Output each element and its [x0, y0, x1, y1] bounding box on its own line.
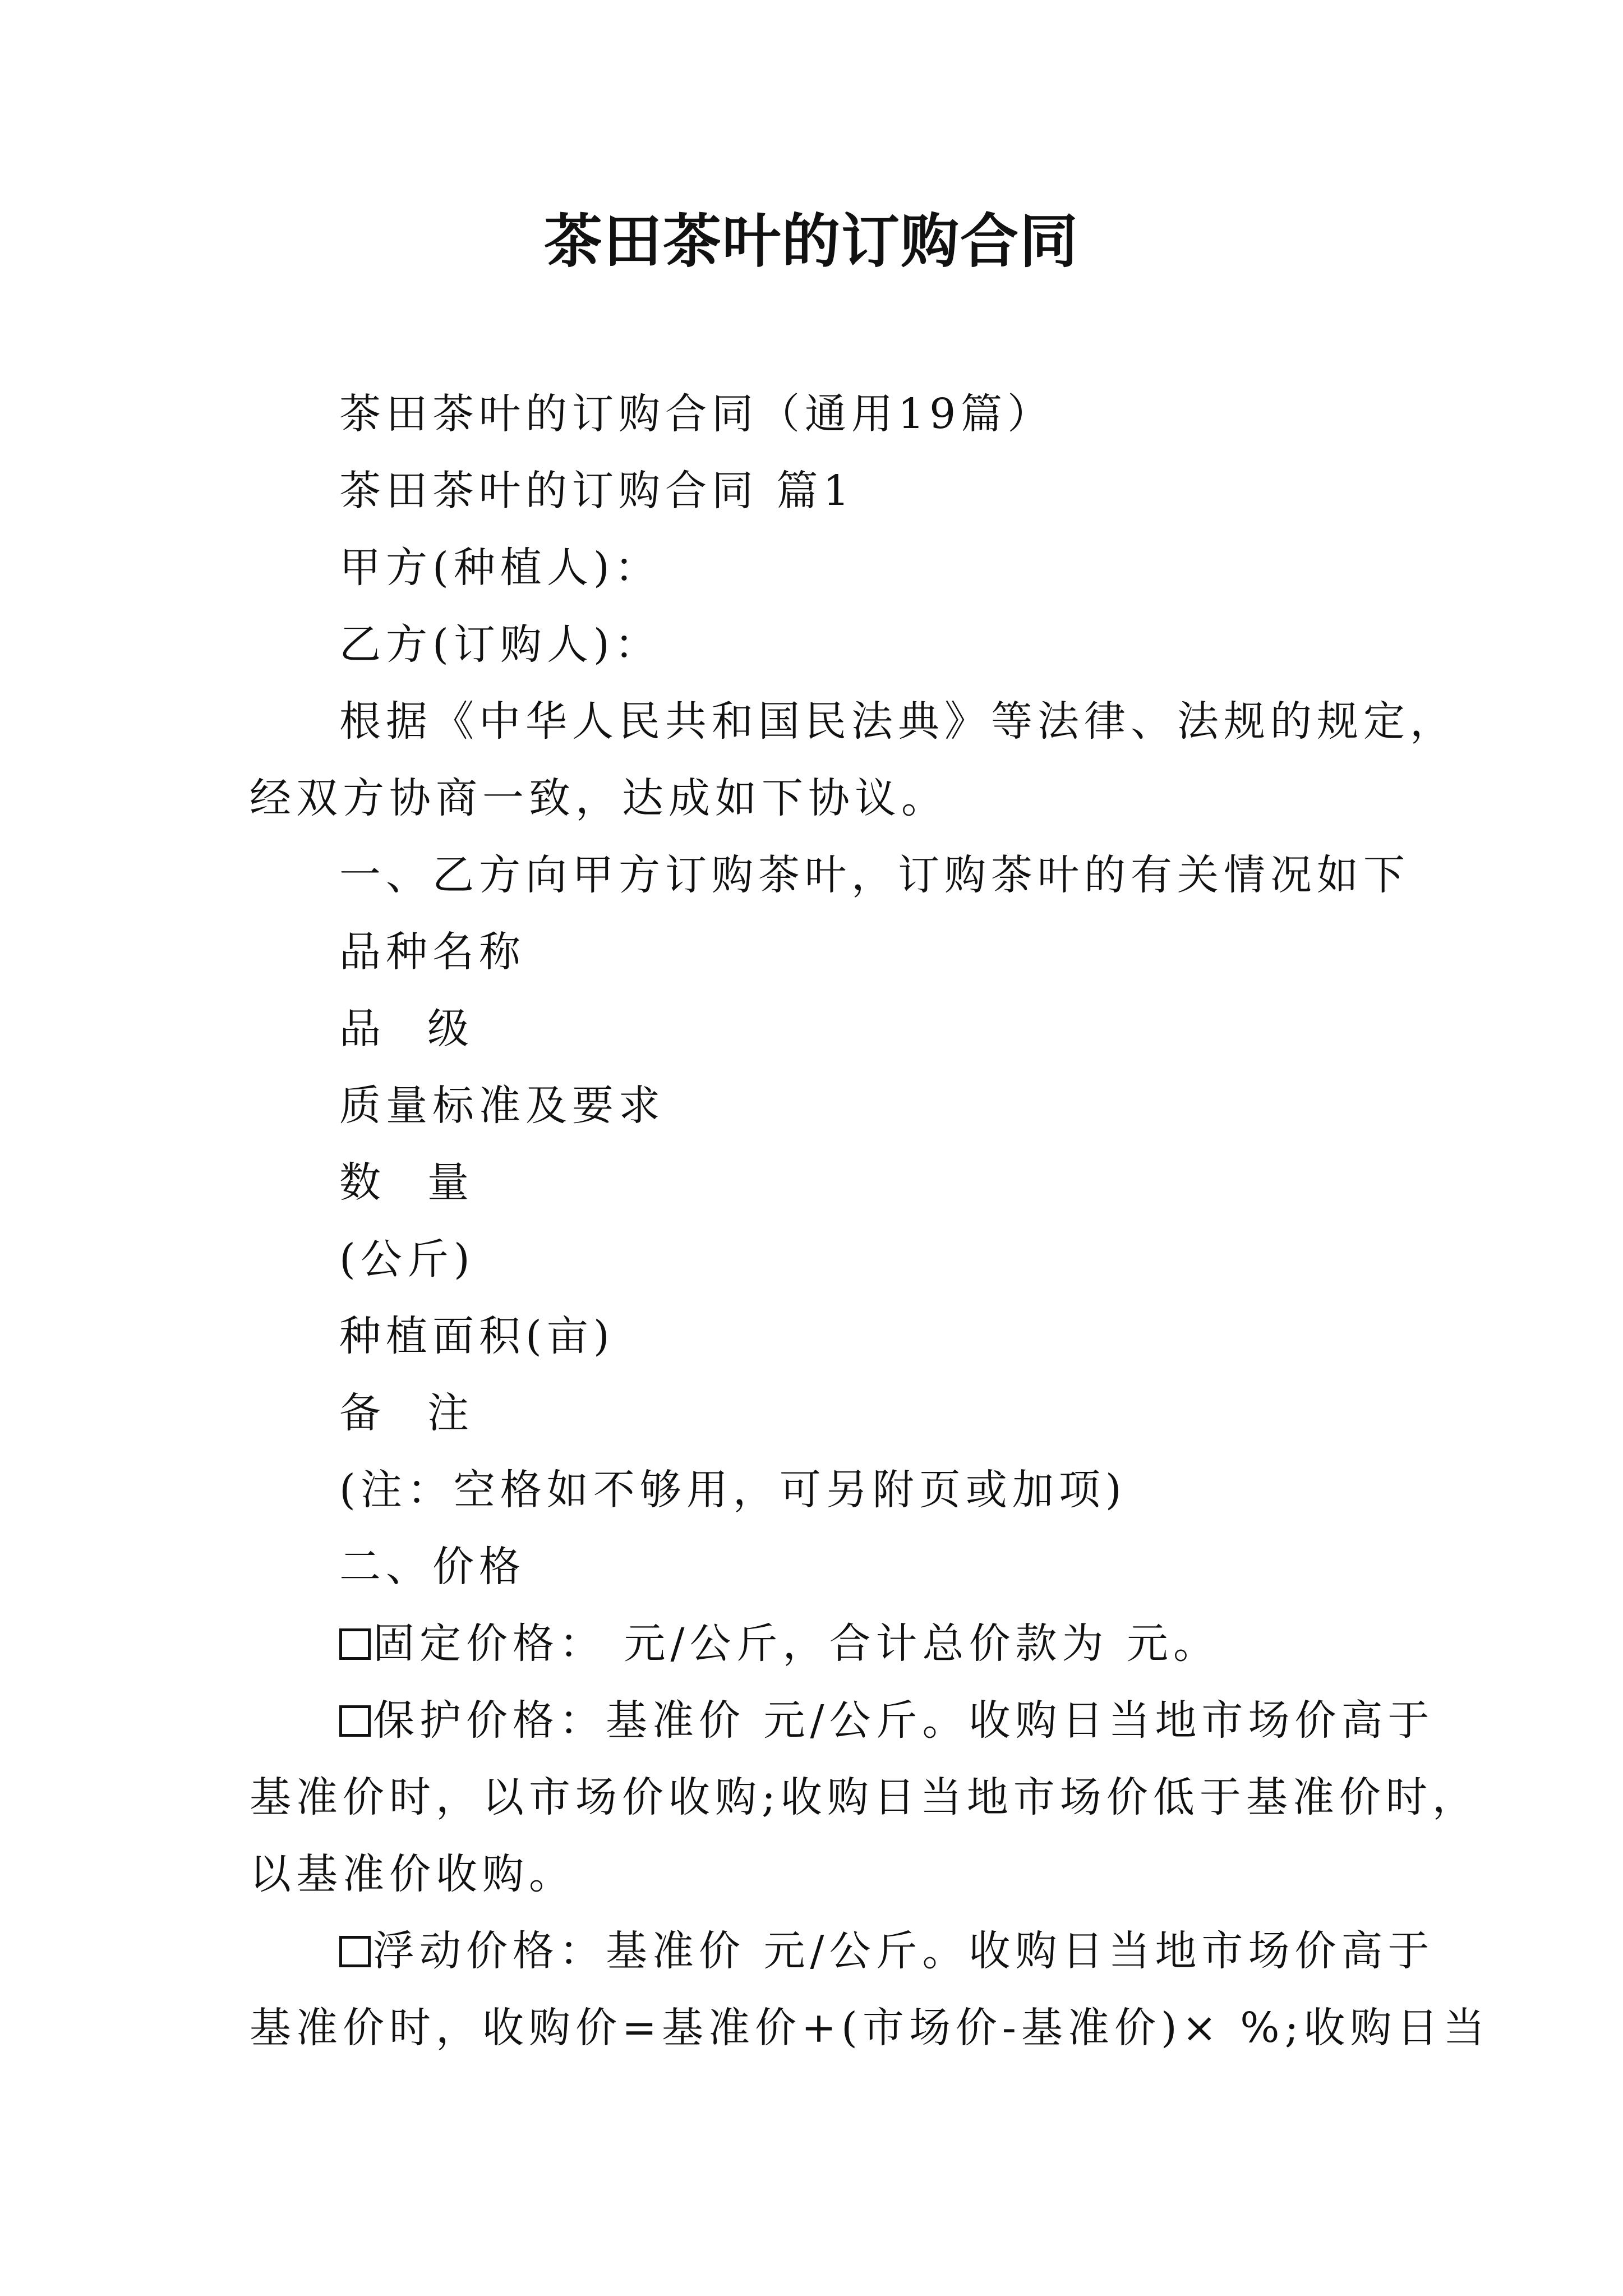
option-floating-price: 浮动价格：基准价 元/公斤。收购日当地市场价高于 [250, 1913, 1394, 1990]
text-line: 经双方协商一致，达成如下协议。 [250, 774, 948, 822]
document-title: 茶田茶叶的订购合同 [543, 206, 1079, 275]
option-protected-price: 保护价格：基准价 元/公斤。收购日当地市场价高于 [250, 1682, 1394, 1759]
text-line: 基准价时，收购价=基准价+(市场价-基准价)× %;收购日当 [250, 2004, 1490, 2052]
field-label: 品种名称 [339, 928, 525, 976]
field-label: 数 量 [339, 1158, 474, 1207]
text-line: 茶田茶叶的订购合同（通用19篇） [339, 390, 1054, 438]
section-heading: 茶田茶叶的订购合同 篇1 [339, 467, 855, 515]
clause-heading: 一、乙方向甲方订购茶叶，订购茶叶的有关情况如下 [339, 851, 1410, 899]
field-label: 质量标准及要求 [339, 1082, 665, 1130]
field-label: 品 级 [339, 1005, 474, 1053]
text-line: 根据《中华人民共和国民法典》等法律、法规的规定， [339, 697, 1456, 746]
field-label: 种植面积(亩) [339, 1312, 615, 1360]
option-fixed-price: 固定价格： 元/公斤，合计总价款为 元。 [250, 1605, 1394, 1682]
party-b-line: 乙方(订购人)： [339, 620, 661, 669]
text-line: 以基准价收购。 [250, 1850, 575, 1898]
clause-heading: 二、价格 [339, 1543, 525, 1591]
note-line: (注：空格如不够用，可另附页或加项) [339, 1466, 1127, 1514]
checkbox-icon[interactable] [339, 1628, 371, 1660]
checkbox-icon[interactable] [339, 1705, 371, 1737]
field-label: (公斤) [339, 1235, 475, 1283]
party-a-line: 甲方(种植人)： [339, 544, 661, 592]
checkbox-icon[interactable] [339, 1936, 371, 1967]
field-label: 备 注 [339, 1389, 474, 1437]
document-body [250, 376, 1490, 2067]
text-line: 基准价时，以市场价收购;收购日当地市场价低于基准价时， [250, 1773, 1479, 1821]
